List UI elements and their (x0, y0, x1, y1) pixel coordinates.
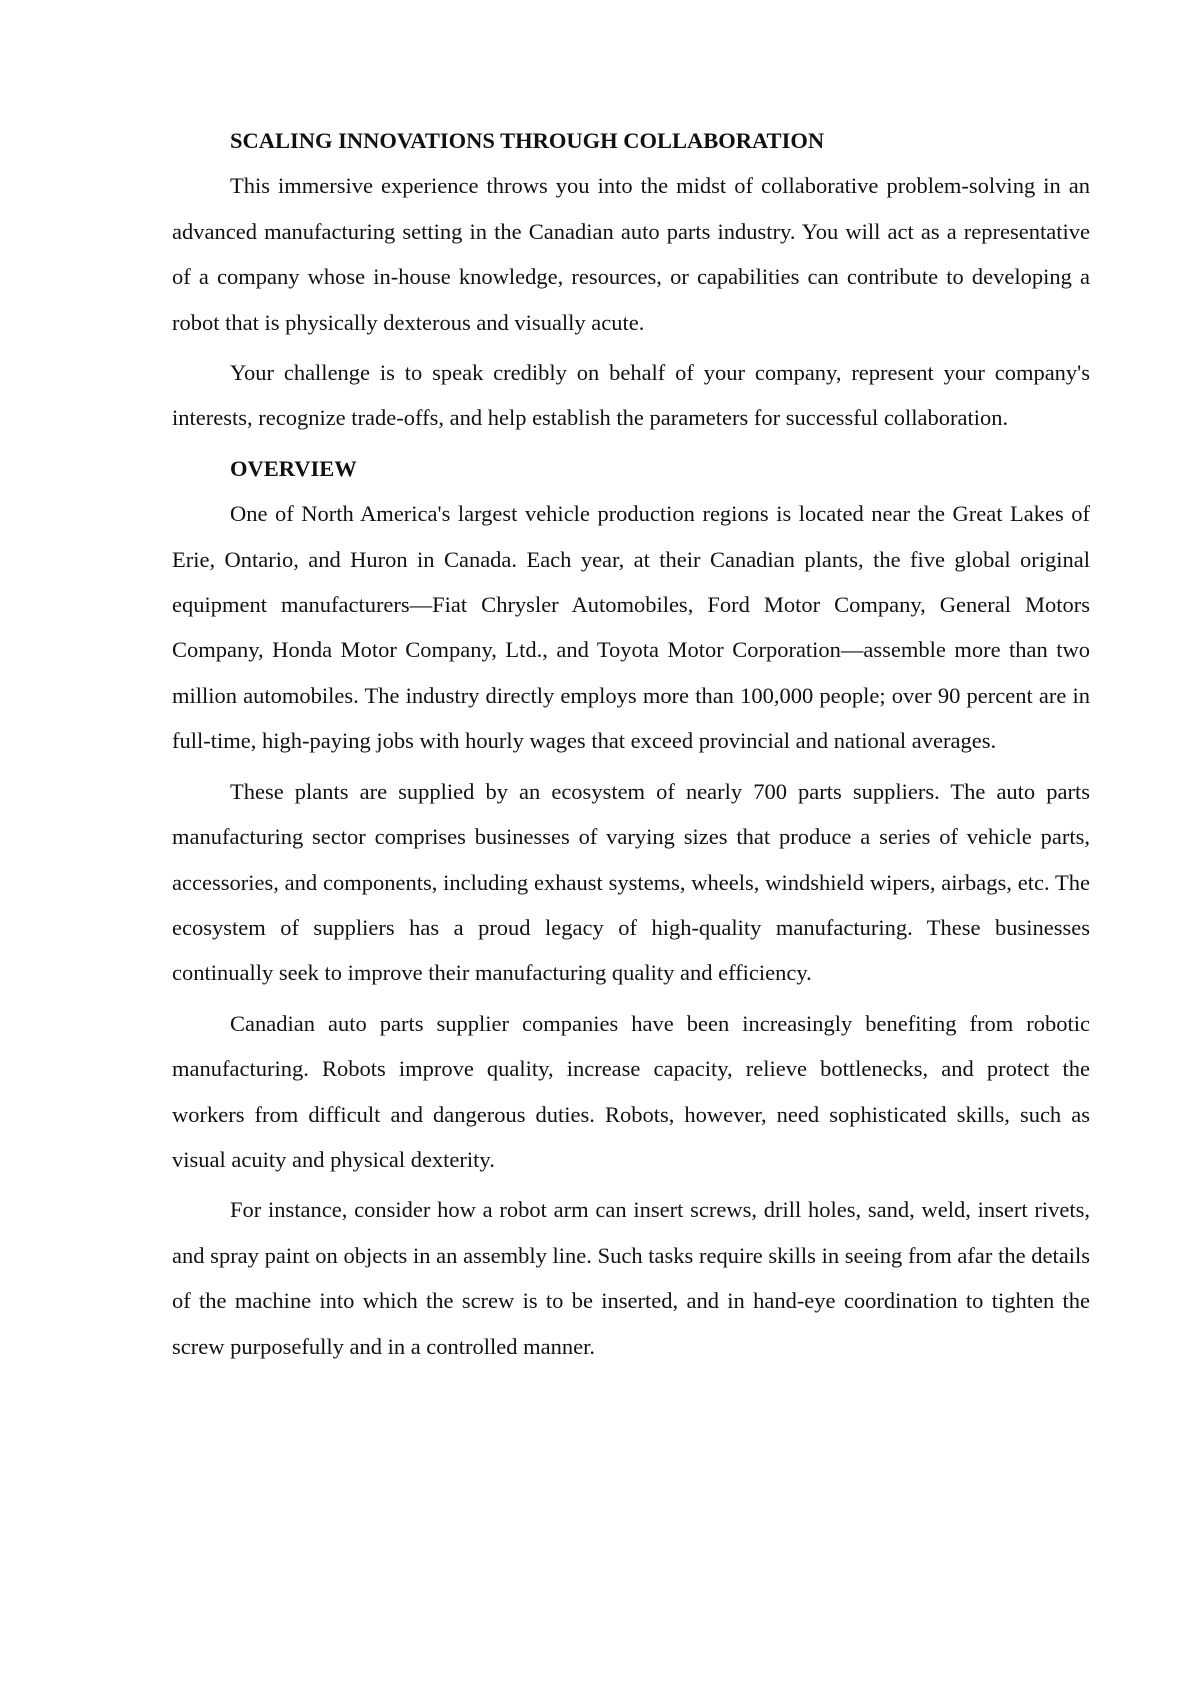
intro-paragraph: Your challenge is to speak credibly on behalf of your company, represent your company's interests, recognize trade-offs, and help establish the parameters for successful collaboration. (172, 360, 1090, 431)
overview-paragraph: One of North America's largest vehicle production regions is located near the Great Lakes of Erie, Ontario, and Huron in Canada. Each year, at their Canadian plants, the five global original equipment manufacturers—Fiat Chrysler Automobiles, Ford Motor Company, General Motors Company, Honda Motor Company, Ltd., and Toyota Motor Corporation—assemble more than two million automobiles. The industry directly employs more than 100,000 people; over 90 percent are in full-time, high-paying jobs with hourly wages that exceed provincial and national averages. (172, 501, 1090, 754)
document-page (172, 118, 1090, 1374)
intro-paragraph: This immersive experience throws you into the midst of collaborative problem-solving in an advanced manufacturing setting in the Canadian auto parts industry. You will act as a representative of a company whose in-house knowledge, resources, or capabilities can contribute to developing a robot that is physically dexterous and visually acute. (172, 173, 1090, 335)
overview-paragraph: For instance, consider how a robot arm can insert screws, drill holes, sand, weld, insert rivets, and spray paint on objects in an assembly line. Such tasks require skills in seeing from afar the details of the machine into which the screw is to be inserted, and in hand-eye coordination to tighten the screw purposefully and in a controlled manner. (172, 1197, 1090, 1359)
overview-paragraph: These plants are supplied by an ecosystem of nearly 700 parts suppliers. The auto parts manufacturing sector comprises businesses of varying sizes that produce a series of vehicle parts, accessories, and components, including exhaust systems, wheels, windshield wipers, airbags, etc. The ecosystem of suppliers has a proud legacy of high-quality manufacturing. These businesses continually seek to improve their manufacturing quality and efficiency. (172, 778, 1090, 986)
overview-paragraph: Canadian auto parts supplier companies have been increasingly benefiting from robotic manufacturing. Robots improve quality, increase capacity, relieve bottlenecks, and protect the workers from difficult and dangerous duties. Robots, however, need sophisticated skills, such as visual acuity and physical dexterity. (172, 1010, 1090, 1172)
document-title: SCALING INNOVATIONS THROUGH COLLABORATION (230, 128, 825, 153)
section-heading-overview: OVERVIEW (230, 455, 357, 481)
